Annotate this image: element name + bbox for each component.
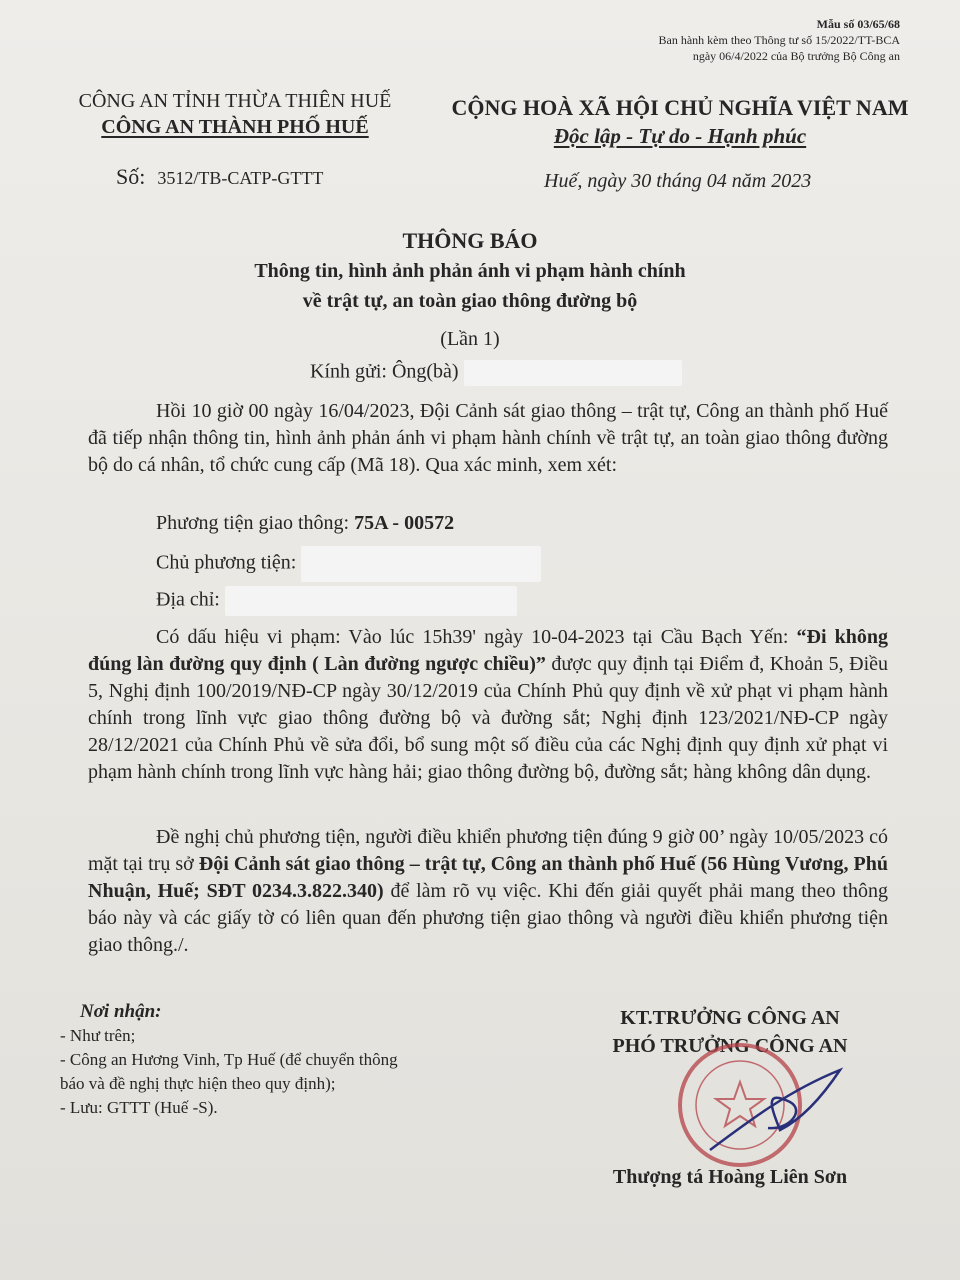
country-motto: Độc lập - Tự do - Hạnh phúc xyxy=(553,124,807,148)
recipients-title: Nơi nhận: xyxy=(80,1001,162,1022)
official-seal xyxy=(680,1045,800,1165)
agency-parent: CÔNG AN TỈNH THỪA THIÊN HUẾ xyxy=(78,90,392,112)
document-number: Số: 3512/TB-CATP-GTTT xyxy=(116,164,324,189)
redacted-owner xyxy=(301,546,541,582)
country-name: CỘNG HOÀ XÃ HỘI CHỦ NGHĨA VIỆT NAM xyxy=(451,95,909,120)
official-seal-and-signature xyxy=(590,1010,890,1170)
page-title: THÔNG BÁO xyxy=(402,228,538,253)
subtitle-line-2: về trật tự, an toàn giao thông đường bộ xyxy=(302,290,638,312)
document-date: Huế, ngày 30 tháng 04 năm 2023 xyxy=(544,170,812,192)
recipient-item: - Như trên; xyxy=(60,1026,136,1045)
addressee: Kính gửi: Ông(bà) xyxy=(310,360,960,386)
signature-title-2: PHÓ TRƯỞNG CÔNG AN xyxy=(612,1035,848,1057)
form-issued-line-2: ngày 06/4/2022 của Bộ trưởng Bộ Công an xyxy=(692,49,900,63)
national-header xyxy=(440,94,920,150)
paragraph-violation: Có dấu hiệu vi phạm: Vào lúc 15h39' ngày 10-04-2023 tại Cầu Bạch Yến: “Đi không đúng làn đường quy định ( Làn đường ngược chiều)” được quy định tại Điểm đ, Khoản 5, Điều 5, Nghị định 100/2019/NĐ-CP ngày 30/12/2019 của Chính Phủ quy định về xử phạt vi phạm hành chính trong lĩnh vực giao thông đường bộ và đường sắt; Nghị định 123/2021/NĐ-CP ngày 28/12/2021 của Chính Phủ về sửa đổi, bổ sung một số điều của các Nghị định quy định xử phạt vi phạm hành chính trong lĩnh vực hàng hải; giao thông đường bộ, đường sắt; hàng không dân dụng. xyxy=(88,626,889,783)
recipient-item: báo và đề nghị thực hiện theo quy định); xyxy=(60,1074,336,1093)
agency-name: CÔNG AN THÀNH PHỐ HUẾ xyxy=(101,116,369,138)
recipients-block xyxy=(60,1000,398,1120)
recipient-item: - Công an Hương Vinh, Tp Huế (để chuyển thông xyxy=(60,1050,398,1069)
redacted-address xyxy=(225,586,517,616)
vehicle-plate: 75A - 00572 xyxy=(354,512,455,534)
vehicle-line: Phương tiện giao thông: 75A - 00572 xyxy=(156,512,455,534)
recipient-item: - Lưu: GTTT (Huế -S). xyxy=(60,1098,218,1117)
signer-name: Thượng tá Hoàng Liên Sơn xyxy=(612,1166,848,1188)
address-line: Địa chỉ: xyxy=(156,586,956,616)
signature-title-1: KT.TRƯỞNG CÔNG AN xyxy=(620,1007,840,1029)
issuing-agency xyxy=(40,88,430,140)
redacted-name xyxy=(464,360,682,386)
paragraph-request: Đề nghị chủ phương tiện, người điều khiển phương tiện đúng 9 giờ 00’ ngày 10/05/2023 có mặt tại trụ sở Đội Cảnh sát giao thông – trật tự, Công an thành phố Huế (56 Hùng Vương, Phú Nhuận, Huế; SĐT 0234.3.822.340) để làm rõ vụ việc. Khi đến giải quyết phải mang theo thông báo này và các giấy tờ có liên quan đến phương tiện giao thông và người điều khiển phương tiện giao thông./. xyxy=(88,826,889,956)
notice-count: (Lần 1) xyxy=(440,328,500,350)
subtitle-line-1: Thông tin, hình ảnh phản ánh vi phạm hành chính xyxy=(254,260,686,282)
owner-line: Chủ phương tiện: xyxy=(156,546,956,582)
document-number-value: 3512/TB-CATP-GTTT xyxy=(157,168,324,188)
form-number: Mẫu số 03/65/68 xyxy=(816,17,900,31)
form-issued-line-1: Ban hành kèm theo Thông tư số 15/2022/TT-BCA xyxy=(658,33,900,47)
paragraph-intro: Hồi 10 giờ 00 ngày 16/04/2023, Đội Cảnh sát giao thông – trật tự, Công an thành phố Huế đã tiếp nhận thông tin, hình ảnh phản ánh vi phạm hành chính về trật tự, an toàn giao thông đường bộ do cá nhân, tổ chức cung cấp (Mã 18). Qua xác minh, xem xét: xyxy=(88,400,888,476)
form-number-block xyxy=(600,16,900,64)
